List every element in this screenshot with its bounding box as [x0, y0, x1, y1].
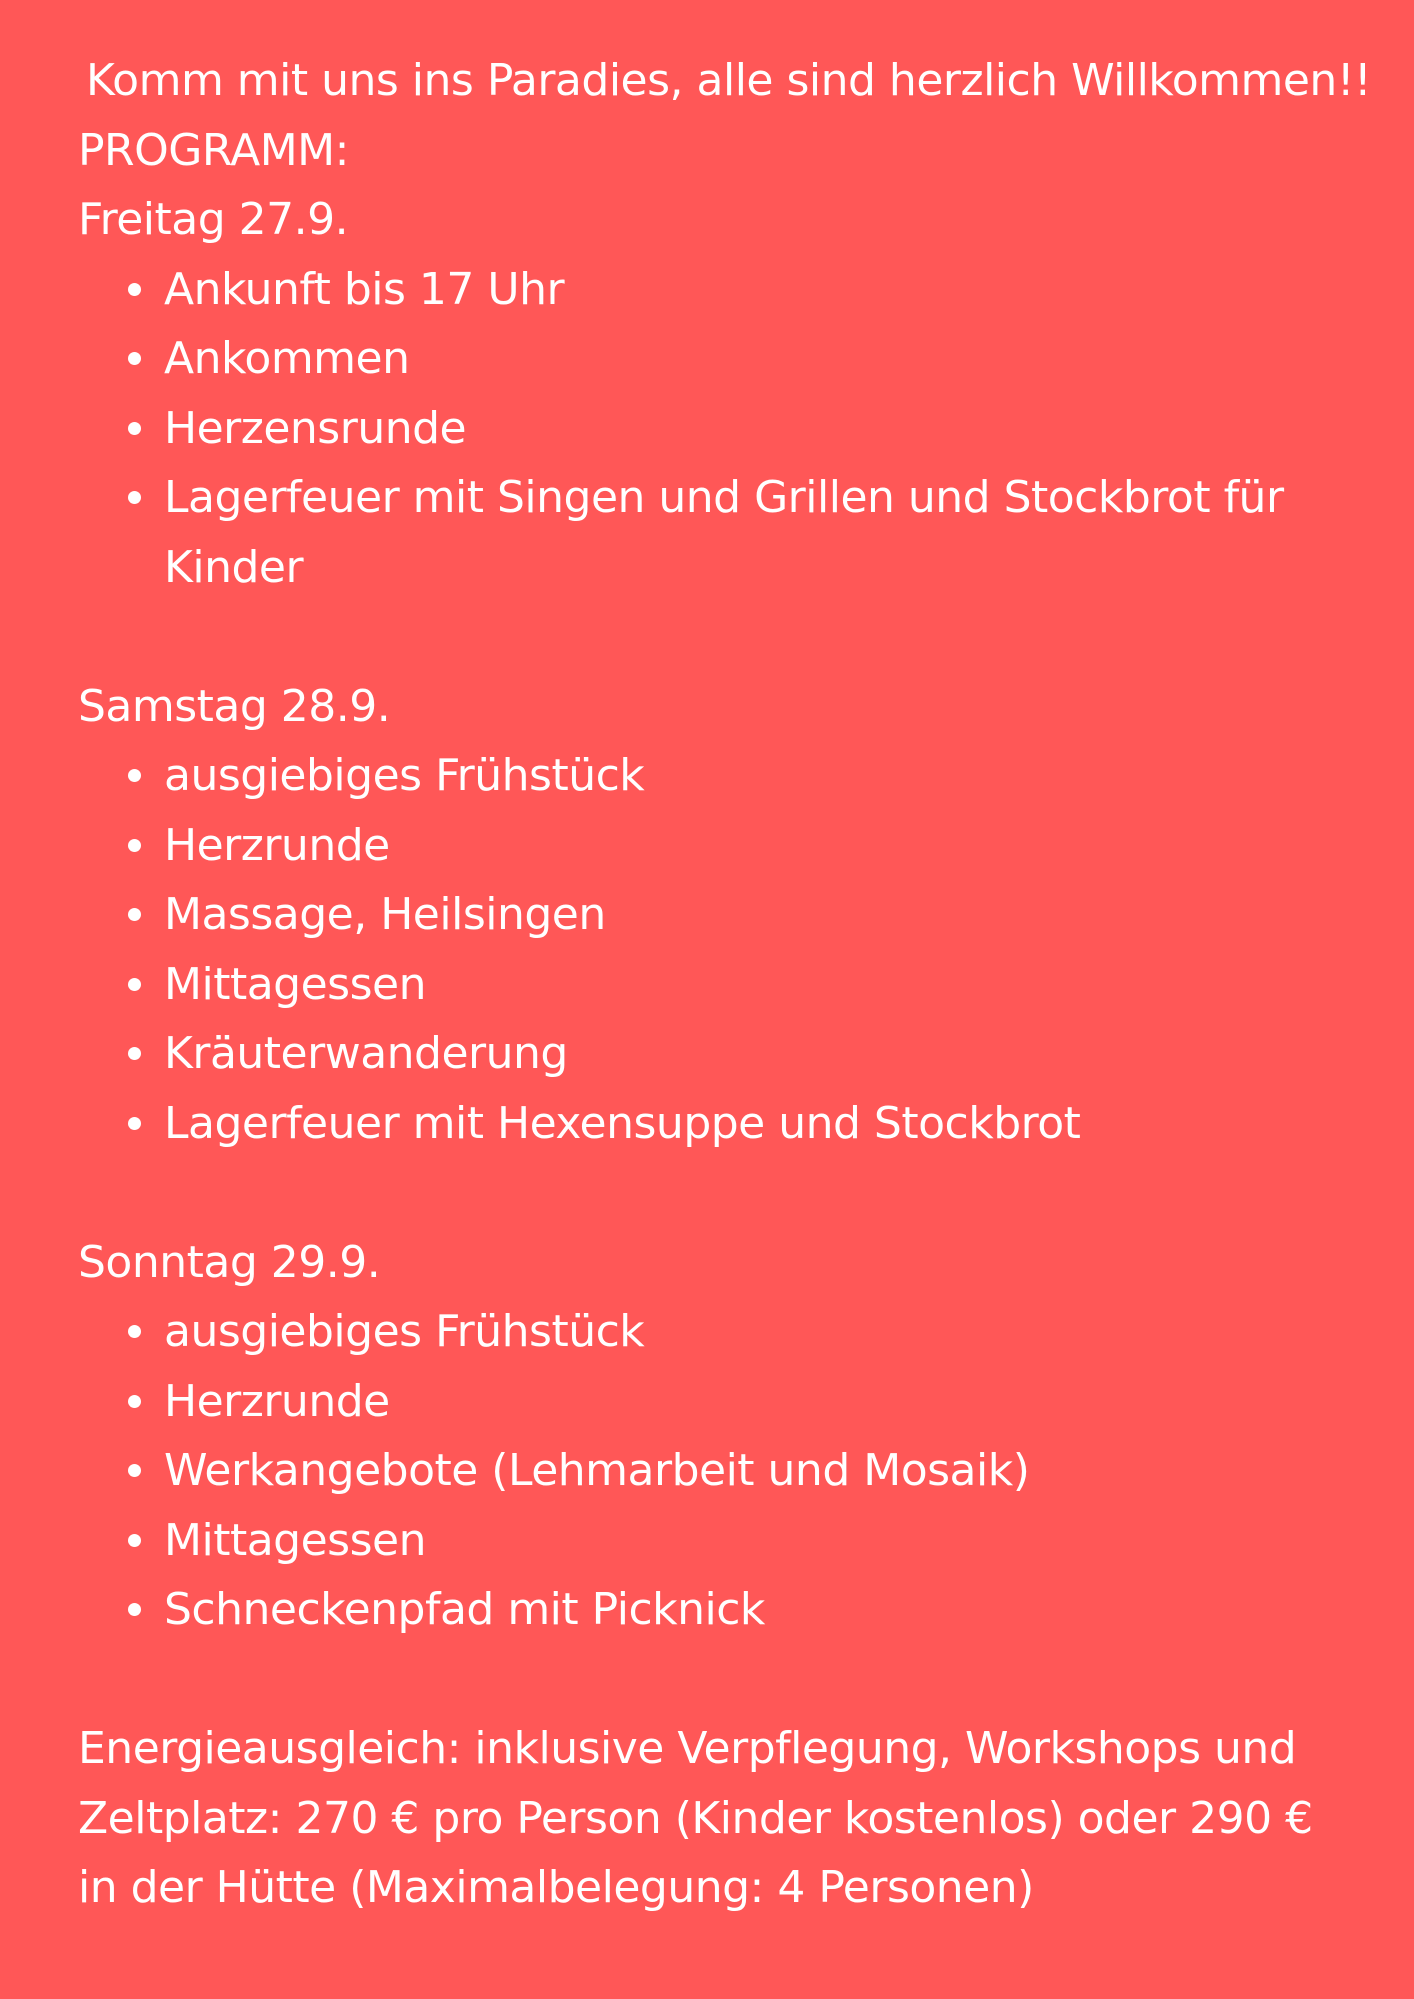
list-item: Werkangebote (Lehmarbeit und Mosaik) [78, 1436, 1344, 1506]
list-item: Ankunft bis 17 Uhr [78, 255, 1344, 325]
spacer [78, 602, 1414, 672]
list-item: Herzensrunde [78, 394, 1344, 464]
program-heading: PROGRAMM: [78, 124, 349, 176]
day-list-friday [78, 255, 1414, 603]
day-list-saturday [78, 741, 1414, 1158]
list-item: Lagerfeuer mit Hexensuppe und Stockbrot [78, 1089, 1344, 1159]
spacer [78, 1158, 1414, 1228]
spacer [78, 1645, 1414, 1715]
list-item: Massage, Heilsingen [78, 880, 1344, 950]
day-section-saturday [78, 672, 1414, 1159]
list-item: Schneckenpfad mit Picknick [78, 1575, 1344, 1645]
list-item: Ankommen [78, 324, 1344, 394]
day-title-saturday: Samstag 28.9. [78, 680, 391, 732]
list-item: ausgiebiges Frühstück [78, 1297, 1344, 1367]
day-section-friday [78, 185, 1414, 602]
list-item: Herzrunde [78, 1367, 1344, 1437]
day-title-sunday: Sonntag 29.9. [78, 1236, 381, 1288]
day-section-sunday [78, 1228, 1414, 1645]
day-title-friday: Freitag 27.9. [78, 194, 349, 245]
intro-text: Komm mit uns ins Paradies, alle sind herzlich Willkommen!! [86, 55, 1372, 106]
list-item: ausgiebiges Frühstück [78, 741, 1344, 811]
list-item: Lagerfeuer mit Singen und Grillen und Stockbrot für Kinder [78, 463, 1344, 602]
pricing-text: Energieausgleich: inklusive Verpflegung, Workshops und Zeltplatz: 270 € pro Person (Kinder kostenlos) oder 290 € in der Hütte (Maximalbelegung: 4 Personen) [78, 1723, 1313, 1913]
list-item: Kräuterwanderung [78, 1019, 1344, 1089]
day-list-sunday [78, 1297, 1414, 1645]
list-item: Mittagessen [78, 1506, 1344, 1576]
list-item: Mittagessen [78, 950, 1344, 1020]
list-item: Herzrunde [78, 811, 1344, 881]
